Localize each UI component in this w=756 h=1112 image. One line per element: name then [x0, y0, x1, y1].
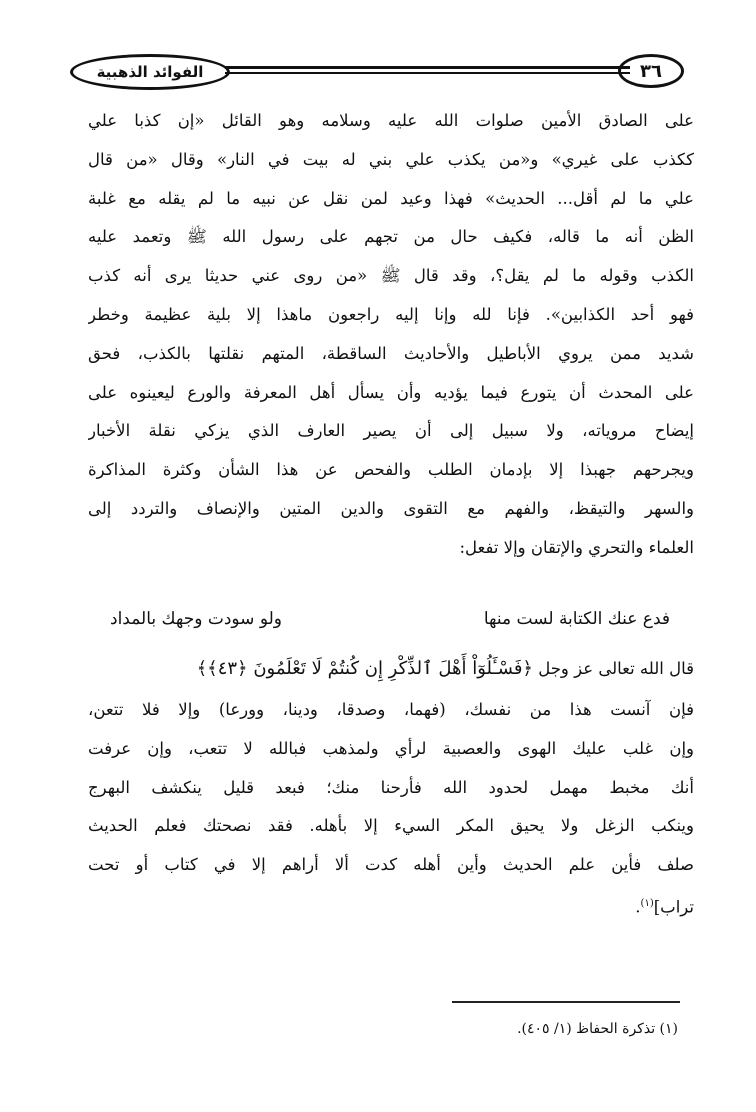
final-period: . [635, 897, 641, 917]
text-line: على المحدث أن يتورع فيما يؤديه وأن يسأل أهل المعرفة والورع ليعينوه على [88, 382, 694, 402]
footnote-ref[interactable]: (١) [640, 897, 654, 909]
quran-citation [88, 650, 694, 688]
header-rule [225, 66, 630, 69]
page-number: ٣٦ [618, 54, 684, 88]
text-line: وإن غلب عليك الهوى والعصبية لرأي ولمذهب فبالله لا تتعب، وإن عرفت [88, 738, 694, 758]
text-line: فإن آنست هذا من نفسك، (فهما، وصدقا، ودينا، وورعا) وإلا فلا تتعن، [88, 700, 694, 719]
main-paragraph [88, 102, 694, 568]
text-line: الظن أنه ما قاله، فكيف حال من تجهم على رسول الله ﷺ وتعمد عليه [88, 227, 694, 247]
text-line-final [88, 885, 694, 927]
text-line: ويجرحهم جهبذا إلا بإدمان الطلب والفحص عن هذا الشأن وكثرة المذاكرة [88, 460, 694, 480]
text-line: على الصادق الأمين صلوات الله عليه وسلامه وهو القائل «إن كذبا علي [88, 111, 694, 130]
quran-intro: قال الله تعالى عز وجل [538, 659, 694, 678]
second-paragraph [88, 691, 694, 927]
text-line: فهو أحد الكذابين». فإنا لله وإنا إليه راجعون ماهذا إلا بلية عظيمة وخطر [88, 304, 694, 324]
verse-first-hemistich: فدع عنك الكتابة لست منها [483, 609, 670, 629]
text-line: والسهر والتيقظ، والفهم مع التقوى والدين المتين والإنصاف والتردد إلى [88, 498, 694, 518]
verse-second-hemistich: ولو سودت وجهك بالمداد [110, 609, 283, 629]
text-line: العلماء والتحري والإتقان وإلا تفعل: [459, 537, 694, 557]
final-text: تراب] [653, 897, 694, 917]
text-line: علي ما لم أقل... الحديث» فهذا وعيد لمن نقل عن نبيه ما لم يقله مع غلبة [88, 188, 694, 208]
page-header [70, 52, 690, 98]
text-line: إيضاح مروياته، ولا سبيل إلى أن يصير العارف الذي يزكي نقلة الأخبار [88, 421, 694, 441]
text-line: ككذب على غيري» و«من يكذب علي بني له بيت في النار» وقال «من قال [88, 149, 694, 169]
header-rule [225, 72, 630, 74]
text-line: وينكب الزغل ولا يحيق المكر السيء إلا بأهله. فقد نصحتك فعلم الحديث [88, 816, 694, 836]
poetry-verse [110, 600, 670, 638]
text-line: أنك مخبط مهمل لحدود الله فأرحنا منك؛ فبعد قليل ينكشف البهرج [88, 777, 694, 797]
text-line: صلف فأين علم الحديث وأين أهله كدت ألا أراهم إلا في كتاب أو تحت [88, 855, 694, 875]
text-line: الكذب وقوله ما لم يقل؟، وقد قال ﷺ «من روى عني حديثا يرى أنه كذب [88, 266, 694, 286]
footnote: (١) تذكرة الحفاظ (١/ ٤٠٥). [517, 1021, 678, 1037]
text-line: شديد ممن يروي الأباطيل والأحاديث الساقطة، المتهم نقلتها بالكذب، فحق [88, 343, 694, 363]
running-title: الفوائد الذهبية [70, 54, 230, 90]
quran-ayah: ﴿فَسْـَٔلُوٓاْ أَهْلَ ٱلذِّكْرِ إِن كُنتُمْ لَا تَعْلَمُونَ ﴿٤٣﴾﴾ [196, 658, 533, 679]
footnote-separator [452, 1001, 680, 1003]
